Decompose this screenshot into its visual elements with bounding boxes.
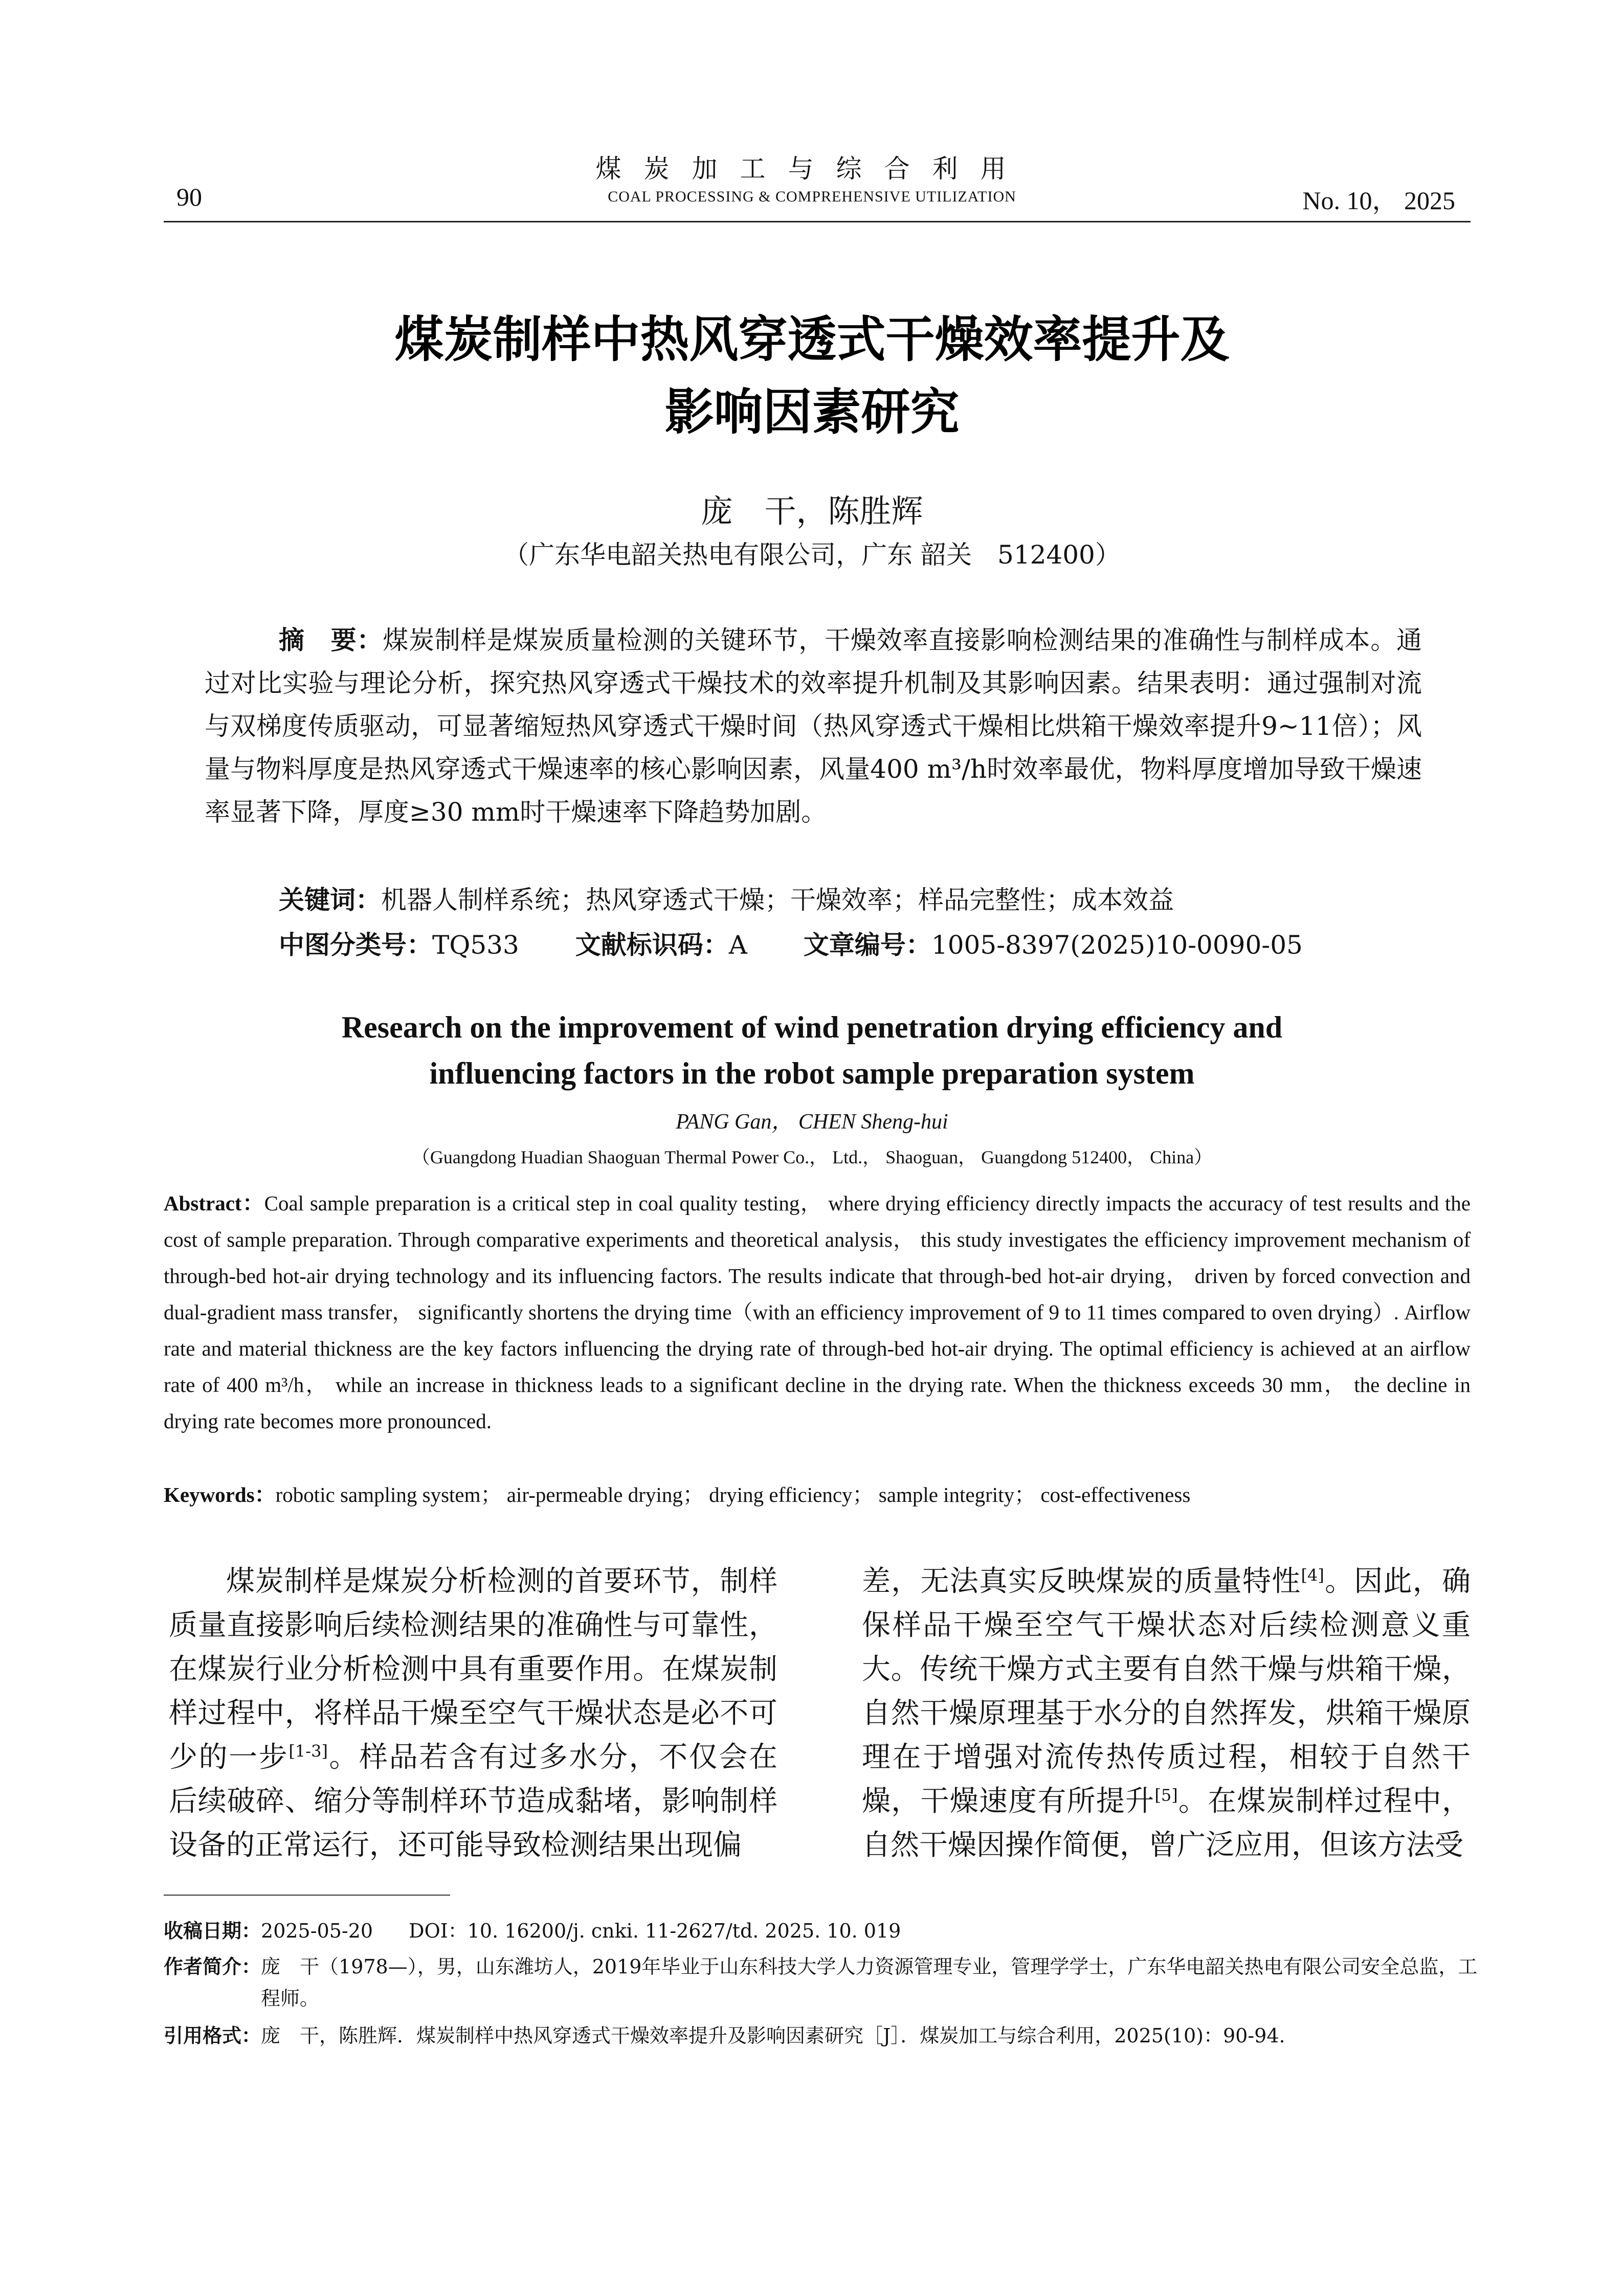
citation-format — [164, 2020, 1481, 2052]
clc-value: TQ533 — [432, 930, 519, 960]
title-en-line2: influencing factors in the robot sample preparation system — [429, 1056, 1195, 1090]
bio-label: 作者简介： — [164, 1955, 261, 1978]
cite-label: 引用格式： — [164, 2024, 261, 2047]
authors-cn: 庞 干，陈胜辉 — [701, 492, 923, 530]
abstract-cn — [205, 619, 1422, 834]
journal-name-cn: 煤炭加工与综合利用 — [595, 154, 1029, 184]
abstract-cn-label: 摘 要： — [279, 625, 383, 655]
body-left-column — [169, 1560, 777, 1867]
affiliation-en: （Guangdong Huadian Shaoguan Thermal Power Co.， Ltd.， Shaoguan， Guangdong 512400， China） — [411, 1147, 1213, 1167]
abstract-en-label: Abstract： — [164, 1191, 264, 1215]
body-left-text-cont: 。样品若含有过多水分，不仅会在后续破碎、缩分等制样环节造成黏堵，影响制样设备的正常运行，还可能导致检测结果出现偏 — [169, 1741, 778, 1862]
body-right-column — [862, 1560, 1471, 1867]
clc-label: 中图分类号： — [279, 930, 432, 960]
classification-line — [279, 925, 1506, 961]
body-right-text-cont: 。因此，确保样品干燥至空气干燥状态对后续检测意义重大。传统干燥方式主要有自然干燥与烘箱干燥，自然干燥原理基于水分的自然挥发，烘箱干燥原理在于增强对流传热传质过程，相较于自然干燥，干燥速度有所提升 — [862, 1565, 1471, 1818]
body-right-text-end: 。在煤炭制样过程中，自然干燥因操作简便，曾广泛应用，但该方法受 — [862, 1785, 1471, 1862]
keywords-cn — [279, 880, 1425, 916]
keywords-cn-label: 关键词： — [279, 885, 381, 915]
footnote-divider — [164, 1895, 450, 1896]
page-number: 90 — [176, 183, 202, 211]
title-cn-line1: 煤炭制样中热风穿透式干燥效率提升及 — [394, 311, 1230, 368]
affiliation-cn: （广东华电韶关热电有限公司，广东 韶关 512400） — [503, 540, 1121, 570]
issue-number: No. 10， 2025 — [1302, 186, 1455, 215]
keywords-en-label: Keywords： — [164, 1483, 276, 1506]
abstract-cn-text: 煤炭制样是煤炭质量检测的关键环节，干燥效率直接影响检测结果的准确性与制样成本。通过对比实验与理论分析，探究热风穿透式干燥技术的效率提升机制及其影响因素。结果表明：通过强制对流与双梯度传质驱动，可显著缩短热风穿透式干燥时间（热风穿透式干燥相比烘箱干燥效率提升9~11倍）；风量与物料厚度是热风穿透式干燥速率的核心影响因素，风量400 m³/h时效率最优，物料厚度增加导致干燥速率显著下降，厚度≥30 mm时干燥速率下降趋势加剧。 — [205, 625, 1422, 827]
body-left-text: 煤炭制样是煤炭分析检测的首要环节，制样质量直接影响后续检测结果的准确性与可靠性，在煤炭行业分析检测中具有重要作用。在煤炭制样过程中，将样品干燥至空气干燥状态是必不可少的一步 — [169, 1565, 777, 1774]
bio-text: 庞 干（1978—），男，山东潍坊人，2019年毕业于山东科技大学人力资源管理专业，管理学学士，广东华电韶关热电有限公司安全总监，工程师。 — [261, 1955, 1478, 2010]
title-en-line1: Research on the improvement of wind penetration drying efficiency and — [341, 1010, 1283, 1044]
keywords-en — [164, 1478, 1471, 1508]
doc-code-value: A — [728, 930, 747, 960]
cite-text: 庞 干，陈胜辉．煤炭制样中热风穿透式干燥效率提升及影响因素研究［J］．煤炭加工与综合利用，2025(10)：90-94. — [261, 2024, 1285, 2047]
citation-ref: [5] — [1154, 1785, 1178, 1805]
received-value: 2025-05-20 — [261, 1920, 373, 1942]
author-bio — [164, 1951, 1481, 2014]
doi-text: DOI：10. 16200/j. cnki. 11-2627/td. 2025. 10. 019 — [409, 1920, 901, 1942]
article-number-label: 文章编号： — [803, 930, 931, 960]
keywords-en-text: robotic sampling system； air-permeable drying； drying efficiency； sample integrity； cost-effectiveness — [275, 1483, 1191, 1506]
doc-code-label: 文献标识码： — [575, 930, 729, 960]
authors-en: PANG Gan， CHEN Sheng-hui — [676, 1110, 948, 1134]
citation-ref: [1-3] — [288, 1741, 328, 1761]
article-number-value: 1005-8397(2025)10-0090-05 — [931, 930, 1303, 960]
header-divider — [164, 221, 1471, 222]
body-right-text: 差，无法真实反映煤炭的质量特性 — [862, 1565, 1301, 1598]
title-cn-line2: 影响因素研究 — [664, 384, 960, 441]
received-label: 收稿日期： — [164, 1920, 261, 1942]
citation-ref: [4] — [1301, 1565, 1324, 1585]
abstract-en-text: Coal sample preparation is a critical step in coal quality testing， where drying efficiency directly impacts the accuracy of test results and the cost of sample preparation. Through comparative experiments and theoretical analysis， this study investigates the efficiency improvement mechanism of through-bed hot-air drying technology and its influencing factors. The results indicate that through-bed hot-air drying， driven by forced convection and dual-gradient mass transfer， significantly shortens the drying time（with an efficiency improvement of 9 to 11 times compared to oven drying）. Airflow rate and material thickness are the key factors influencing the drying rate of through-bed hot-air drying. The optimal efficiency is achieved at an airflow rate of 400 m³/h， while an increase in thickness leads to a significant decline in the drying rate. When the thickness exceeds 30 mm， the decline in drying rate becomes more pronounced. — [164, 1191, 1471, 1433]
journal-name-en: COAL PROCESSING & COMPREHENSIVE UTILIZATION — [608, 188, 1016, 205]
keywords-cn-text: 机器人制样系统；热风穿透式干燥；干燥效率；样品完整性；成本效益 — [381, 885, 1174, 915]
abstract-en — [164, 1185, 1471, 1439]
received-date-line — [164, 1915, 1481, 1947]
